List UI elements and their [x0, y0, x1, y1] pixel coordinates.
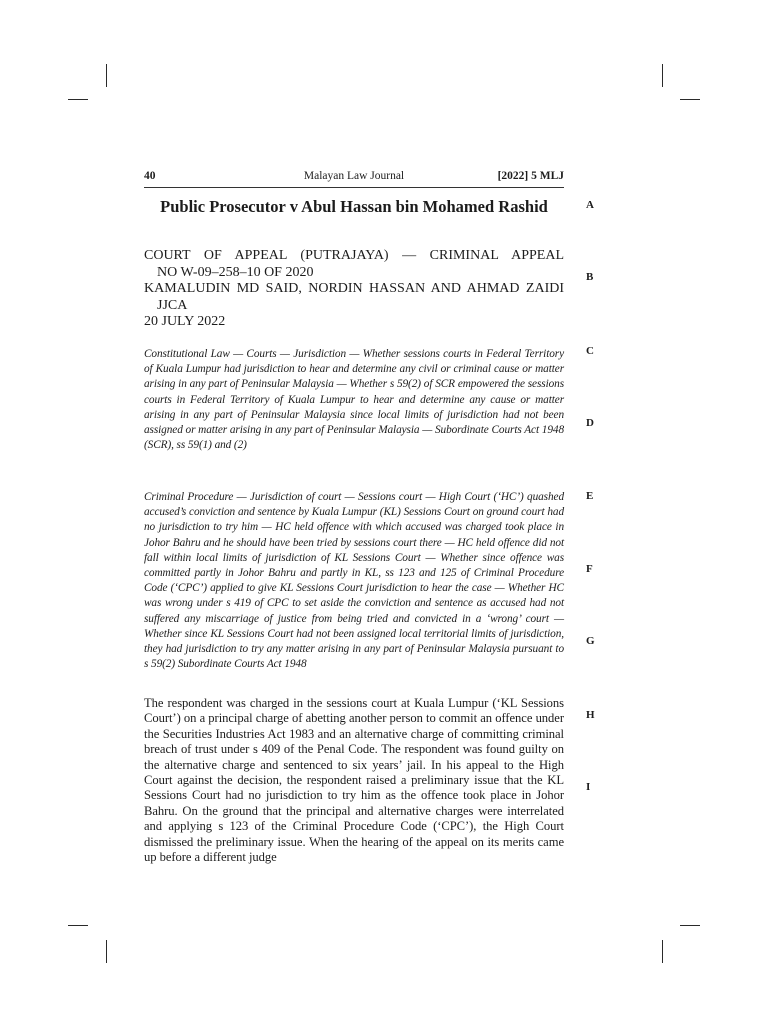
crop-mark — [106, 940, 107, 963]
margin-letter: A — [586, 199, 594, 211]
margin-letter: B — [586, 271, 594, 283]
court-details — [144, 248, 564, 331]
margin-letter: G — [586, 635, 595, 647]
crop-mark — [68, 99, 88, 100]
margin-letter: E — [586, 490, 594, 502]
crop-mark — [662, 64, 663, 87]
margin-letter: C — [586, 345, 594, 357]
crop-mark — [680, 925, 700, 926]
margin-letter: I — [586, 781, 591, 793]
header-rule — [144, 187, 564, 188]
crop-mark — [106, 64, 107, 87]
running-header — [144, 168, 564, 186]
journal-name: Malayan Law Journal — [303, 170, 405, 182]
court-line: COURT OF APPEAL (PUTRAJAYA) — CRIMINAL APPEAL — [144, 248, 564, 263]
catchwords-criminal-procedure: Criminal Procedure — Jurisdiction of court — Sessions court — High Court (‘HC’) quashed accused’s conviction and sentence by Kuala Lumpur (KL) Sessions Court on ground court had no jurisdiction to try him — HC held offence with which accused was charged took place in Johor Bahru and he should have been tried by sessions court there — HC held offence did not fall within local limits of jurisdiction of KL Sessions Court — Whether since offence was committed partly in Johor Bahru and partly in KL, ss 123 and 125 of Criminal Procedure Code (‘CPC’) applied to give KL Sessions Court jurisdiction to hear the case — Whether HC was wrong under s 419 of CPC to set aside the conviction and sentence as accused had not suffered any miscarriage of justice from being tried and convicted in a ‘wrong’ court — Whether since KL Sessions Court had not been assigned local territorial limits of jurisdiction, they had jurisdiction to try any matter arising in any part of Peninsular Malaysia pursuant to s 59(2) Subordinate Courts Act 1948 — [144, 491, 564, 671]
crop-mark — [662, 940, 663, 963]
citation: [2022] 5 MLJ — [497, 170, 564, 182]
margin-letter: H — [586, 709, 595, 721]
catchwords-constitutional: Constitutional Law — Courts — Jurisdiction — Whether sessions courts in Federal Territory of Kuala Lumpur had jurisdiction to hear and determine any civil or criminal cause or matter arising in any part of Peninsular Malaysia — Whether s 59(2) of SCR empowered the sessions courts in Federal Territory of Kuala Lumpur to hear and determine any cause or matter arising in any part of Peninsular Malaysia since local limits of jurisdiction had not been assigned or matter arising in any part of Peninsular Malaysia — Subordinate Courts Act 1948 (SCR), ss 59(1) and (2) — [144, 348, 564, 452]
appeal-number: NO W-09–258–10 OF 2020 — [157, 264, 314, 280]
page-number: 40 — [144, 170, 156, 182]
case-title: Public Prosecutor v Abul Hassan bin Mohamed Rashid — [160, 197, 548, 216]
judges-line: KAMALUDIN MD SAID, NORDIN HASSAN AND AHMAD ZAIDI — [144, 281, 564, 296]
headnote-paragraph: The respondent was charged in the sessions court at Kuala Lumpur (‘KL Sessions Court’) on a principal charge of abetting another person to commit an offence under the Securities Industries Act 1983 and an alternative charge of committing criminal breach of trust under s 409 of the Penal Code. The respondent was found guilty on the alternative charge and sentenced to six years’ jail. In his appeal to the High Court against the decision, the respondent raised a preliminary issue that the KL Sessions Court had no jurisdiction to try him as the offence took place in Johor Bahru. On the ground that the principal and alternative charges were interrelated and applying s 123 of the Criminal Procedure Code (‘CPC’), the High Court dismissed the preliminary issue. When the hearing of the appeal on its merits came up before a different judge — [144, 696, 564, 865]
margin-letter: F — [586, 563, 593, 575]
crop-mark — [680, 99, 700, 100]
crop-mark — [68, 925, 88, 926]
judgment-date: 20 JULY 2022 — [144, 314, 226, 329]
margin-letter: D — [586, 417, 594, 429]
judges-title: JJCA — [157, 297, 188, 313]
